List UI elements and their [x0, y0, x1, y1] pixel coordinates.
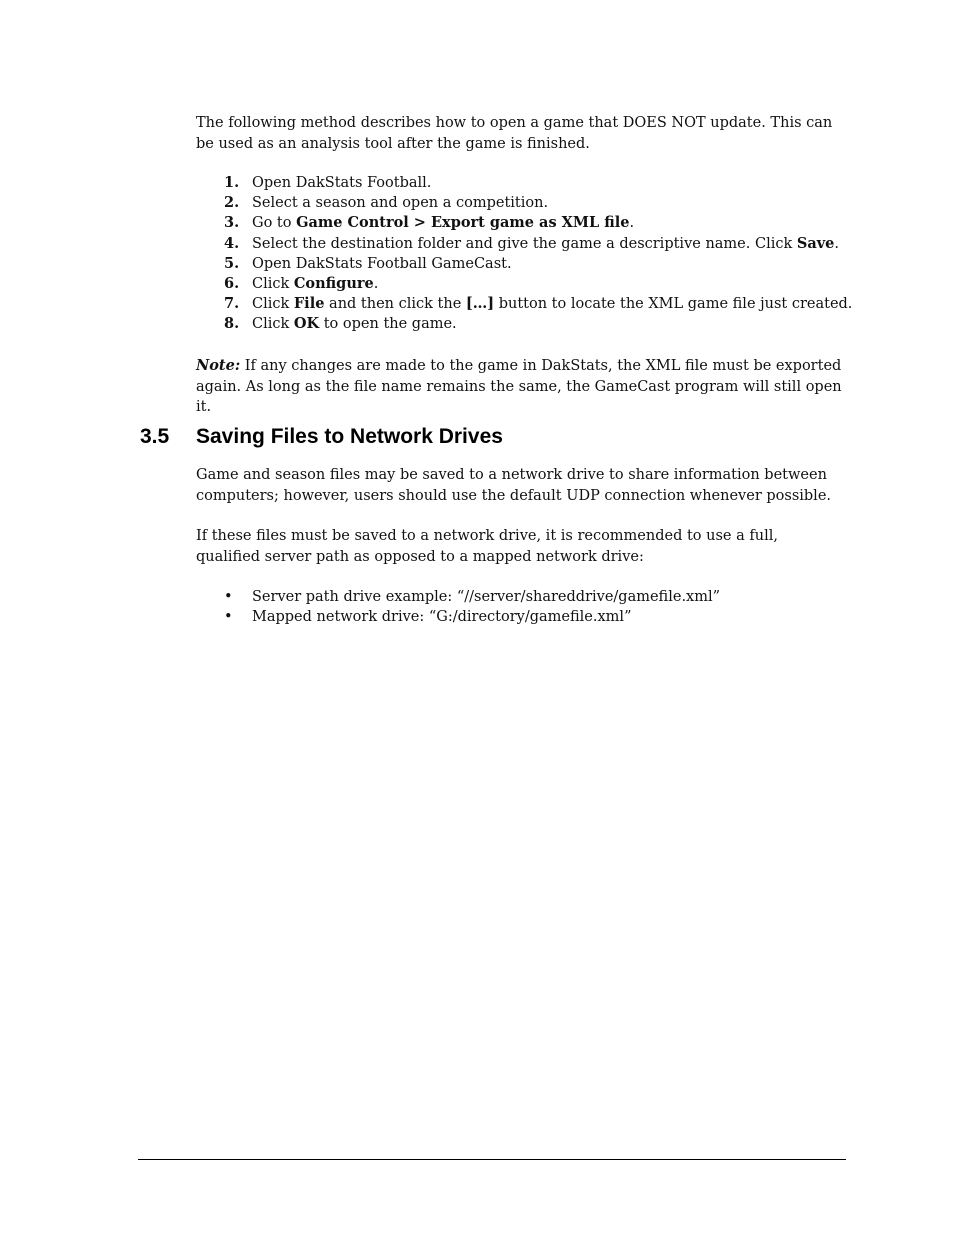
step-text: button to locate the XML game file just created.	[494, 296, 853, 313]
step-text: Select a season and open a competition.	[252, 195, 549, 212]
section-heading	[140, 424, 503, 450]
note-label: Note:	[196, 357, 241, 374]
list-item	[196, 213, 836, 233]
note-paragraph	[196, 356, 846, 418]
list-item	[196, 587, 836, 607]
bullet-list	[196, 587, 836, 627]
step-text: Click	[252, 316, 294, 333]
step-number: 3.	[224, 214, 240, 232]
step-text: Open DakStats Football.	[252, 175, 432, 191]
bullet-text: Mapped network drive: “G:/directory/gamefile.xml”	[252, 609, 632, 626]
step-number: 4.	[224, 234, 240, 252]
step-emphasis: Configure	[293, 274, 374, 292]
step-number: 1.	[224, 174, 240, 191]
list-item	[196, 294, 853, 314]
step-text: Click	[252, 296, 294, 313]
step-emphasis: Save	[796, 234, 835, 252]
step-number: 2.	[224, 194, 240, 212]
intro-paragraph: The following method describes how to open a game that DOES NOT update. This can be used as an analysis tool after the game is finished.	[196, 115, 833, 152]
list-item	[196, 193, 836, 213]
step-emphasis: File	[293, 295, 325, 313]
note-text: If any changes are made to the game in DakStats, the XML file must be exported again. As long as the file name remains the same, the GameCast program will still open it.	[196, 358, 842, 415]
list-item	[196, 314, 836, 334]
step-text: Select the destination folder and give the game a descriptive name. Click	[252, 235, 797, 252]
list-item	[196, 607, 836, 627]
step-text: and then click the	[324, 296, 466, 313]
step-text: .	[373, 275, 379, 292]
steps-list	[196, 173, 853, 335]
bullet-icon: •	[224, 609, 233, 626]
step-text: to open the game.	[319, 316, 457, 333]
step-emphasis: Game Control > Export game as XML file	[296, 214, 630, 232]
list-item	[196, 254, 836, 274]
list-item	[196, 234, 840, 254]
step-text: Click	[252, 275, 294, 292]
section-paragraph: If these files must be saved to a network drive, it is recommended to use a full, qualified server path as opposed to a mapped network drive:	[196, 528, 778, 565]
step-text: .	[629, 215, 635, 232]
step-number: 8.	[224, 315, 240, 333]
footer-divider	[138, 1159, 846, 1160]
step-text: Go to	[252, 215, 297, 232]
bullet-icon: •	[224, 589, 233, 605]
step-emphasis: OK	[293, 315, 320, 333]
section-paragraph: Game and season files may be saved to a network drive to share information between computers; however, users should use the default UDP connection whenever possible.	[196, 467, 832, 504]
step-text: Open DakStats Football GameCast.	[252, 255, 512, 272]
step-text: .	[834, 235, 840, 252]
list-item	[196, 274, 836, 294]
bullet-text: Server path drive example: “//server/shareddrive/gamefile.xml”	[252, 589, 721, 605]
list-item	[196, 173, 836, 193]
step-number: 5.	[224, 254, 240, 272]
section-number: 3.5	[140, 425, 170, 448]
step-number: 7.	[224, 295, 240, 313]
section-title: Saving Files to Network Drives	[196, 425, 503, 448]
step-number: 6.	[224, 274, 240, 292]
step-emphasis: […]	[465, 295, 495, 313]
